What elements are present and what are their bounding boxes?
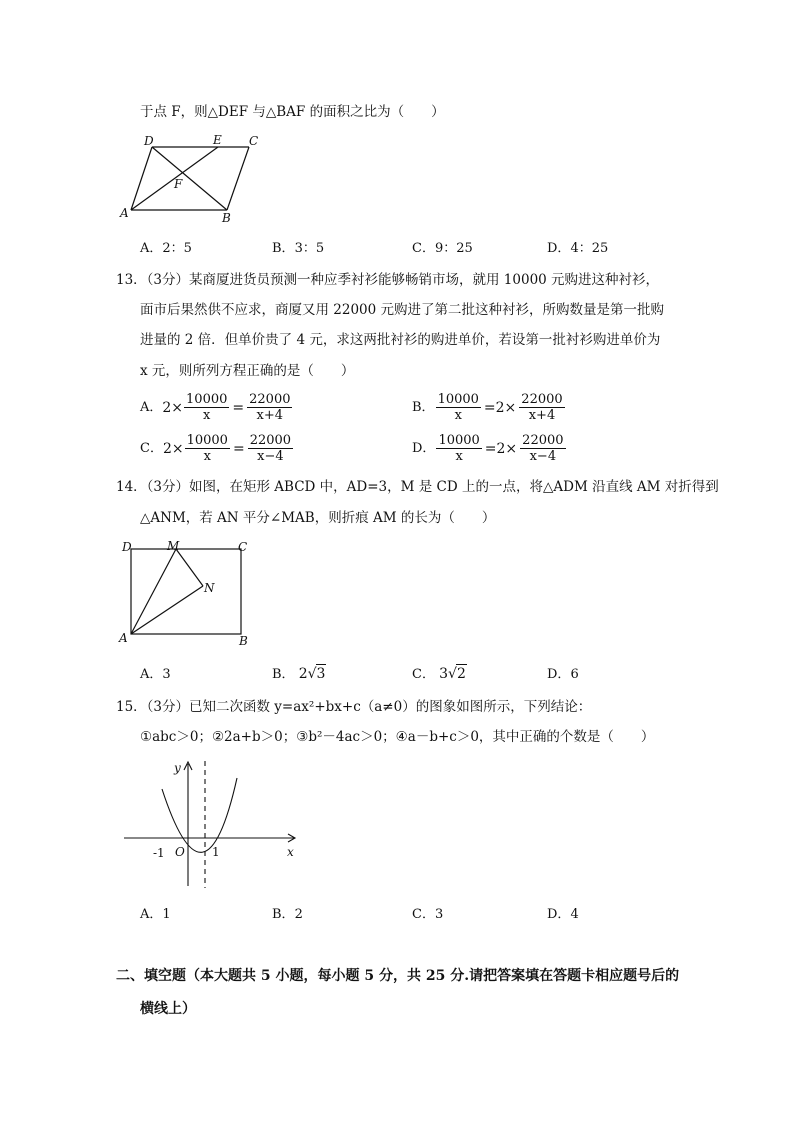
label-one: 1 <box>212 845 220 859</box>
section2-heading-line2: 横线上） <box>140 1001 196 1017</box>
segment-DA <box>131 147 152 210</box>
label-neg1: -1 <box>153 846 165 860</box>
q15-line1: 15．（3分）已知二次函数 y=ax²+bx+c（a≠0）的图象如图所示，下列结论： <box>116 699 592 715</box>
q13-line2: 面市后果然供不应求，商厦又用 22000 元购进了第二批这种衬衫，所购数量是第一批购 <box>140 302 665 318</box>
label-C: C <box>238 540 248 554</box>
parabola-curve <box>162 778 237 852</box>
q13-option-c[interactable]: C． 2× $\frac{10000}{x}$ = $\frac{22000}{x-4}$ <box>140 433 292 464</box>
q13-option-b[interactable]: B． $\frac{10000}{x}$ =2× $\frac{22000}{x+4}$ <box>412 392 563 423</box>
q14-option-a[interactable]: A．3 <box>140 667 171 682</box>
label-C: C <box>249 134 259 148</box>
q13-option-d[interactable]: D． $\frac{10000}{x}$ =2× $\frac{22000}{x-4}$ <box>412 433 564 464</box>
label-M: M <box>167 539 180 553</box>
q15-option-d[interactable]: D．4 <box>547 907 579 922</box>
label-N: N <box>204 581 215 595</box>
segment-MN <box>176 549 203 586</box>
q12-option-d[interactable]: D．4：25 <box>547 241 609 256</box>
q15-option-b[interactable]: B．2 <box>272 907 303 922</box>
q14-line2: △ANM，若 AN 平分∠MAB，则折痕 AM 的长为（ ） <box>140 510 496 526</box>
label-x: x <box>287 845 294 859</box>
q13-line1: 13．（3分）某商厦进货员预测一种应季衬衫能够畅销市场，就用 10000 元购进这种衬衫， <box>116 272 660 288</box>
q15-line2: ①abc＞0；②2a+b＞0；③b²－4ac＞0；④a－b+c＞0，其中正确的个数是（ ） <box>140 729 655 745</box>
label-y: y <box>174 761 181 775</box>
label-B: B <box>222 211 231 224</box>
label-A: A <box>120 206 129 220</box>
q12-parallelogram-figure <box>112 128 272 224</box>
q13-option-a[interactable]: A． 2× $\frac{10000}{x}$ = $\frac{22000}{x+4}$ <box>140 392 291 423</box>
label-A: A <box>119 631 128 645</box>
q12-option-c[interactable]: C．9：25 <box>412 241 473 256</box>
label-D: D <box>122 540 132 554</box>
q15-option-a[interactable]: A．1 <box>140 907 171 922</box>
q12-option-b[interactable]: B．3：5 <box>272 241 325 256</box>
label-E: E <box>213 133 222 147</box>
label-F: F <box>174 177 183 191</box>
label-origin: O <box>175 845 185 859</box>
segment-CB <box>227 147 249 210</box>
label-D: D <box>144 134 154 148</box>
q12-stem-tail: 于点 F，则△DEF 与△BAF 的面积之比为（ ） <box>140 104 445 120</box>
q14-line1: 14．（3分）如图，在矩形 ABCD 中，AD=3，M 是 CD 上的一点，将△ADM 沿直线 AM 对折得到 <box>116 479 719 495</box>
q15-parabola-figure <box>118 756 308 891</box>
segment-AN <box>131 586 203 634</box>
q13-line3: 进量的 2 倍．但单价贵了 4 元，求这两批衬衫的购进单价，若设第一批衬衫购进单价为 <box>140 332 661 348</box>
q14-option-b[interactable]: B． 2 √ 3 <box>272 666 326 682</box>
segment-DB <box>152 147 227 210</box>
segment-AM <box>131 549 176 634</box>
q14-option-c[interactable]: C． 3 √ 2 <box>412 666 466 682</box>
q15-option-c[interactable]: C．3 <box>412 907 444 922</box>
section2-heading-line1: 二、填空题（本大题共 5 小题，每小题 5 分，共 25 分.请把答案填在答题卡相应题号后的 <box>116 968 680 984</box>
q12-option-a[interactable]: A．2：5 <box>140 241 192 256</box>
q14-rectangle-figure <box>114 536 264 648</box>
q14-option-d[interactable]: D．6 <box>547 667 579 682</box>
label-B: B <box>239 634 248 648</box>
q13-line4: x 元，则所列方程正确的是（ ） <box>140 363 355 379</box>
